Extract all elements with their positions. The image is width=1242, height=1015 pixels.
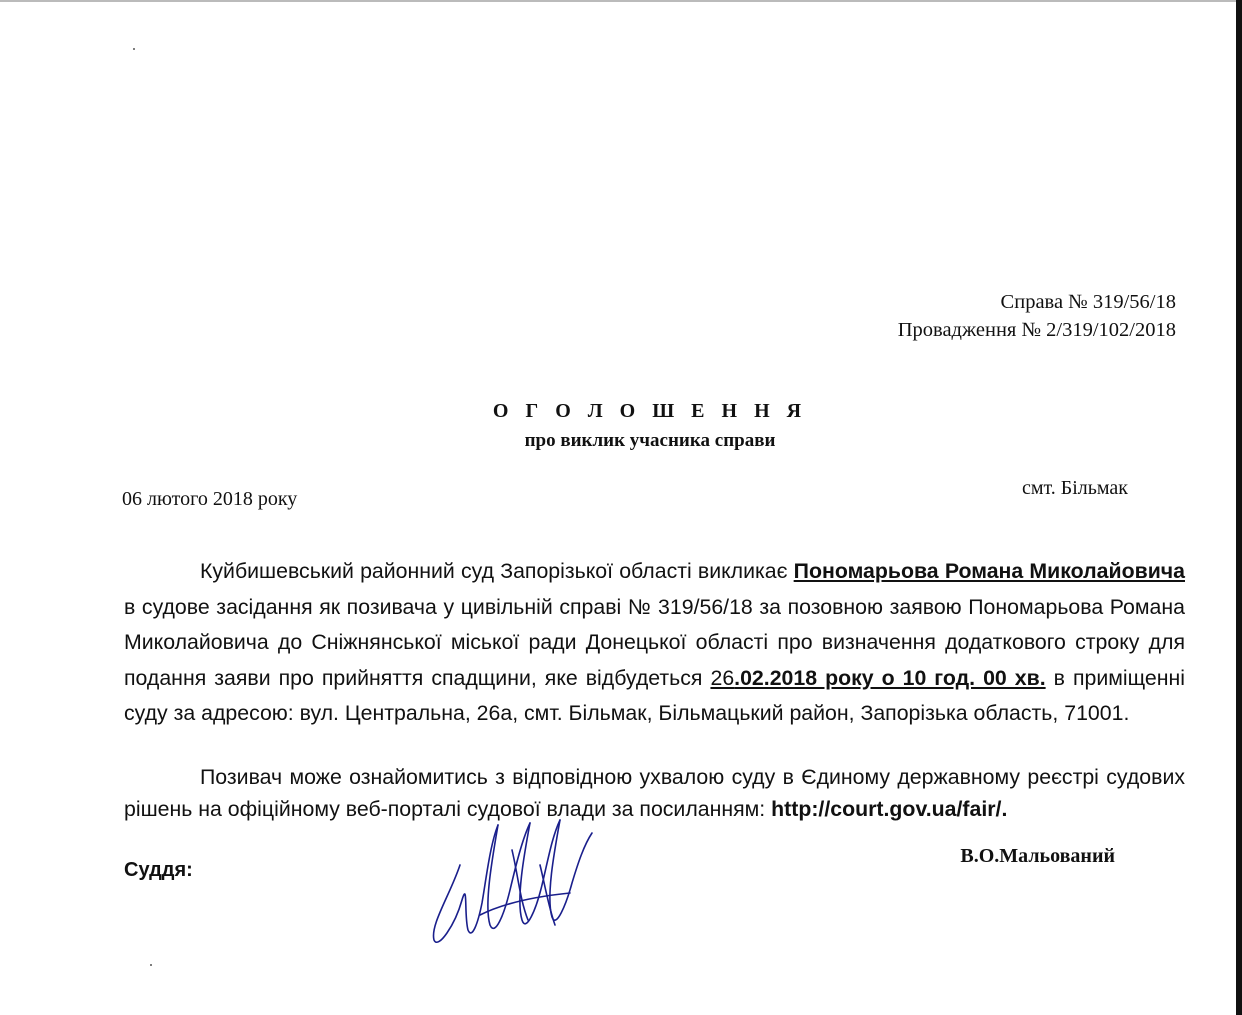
- hearing-datetime: .02.2018 року о 10 год. 00 хв.: [734, 665, 1046, 690]
- judge-label: Суддя:: [124, 859, 193, 881]
- scan-edge-top: [0, 0, 1242, 2]
- summoned-person: Пономарьова Романа Миколайовича: [793, 559, 1185, 583]
- paragraph-summons: [124, 554, 1185, 732]
- scan-edge-right: [1236, 0, 1242, 1015]
- case-reference-block: [898, 288, 1176, 344]
- signature-stroke: [550, 820, 592, 920]
- summons-middle: в судове засідання як позивача у цивільній справі № 319/56/18 за позовною заявою Пономарьова Романа Миколайовича до Сніжнянської міської ради Донецької області про визначення додаткового строку для подання заяви про прийняття спадщини, яке відбудеться: [124, 594, 1185, 690]
- document-subtitle: про виклик учасника справи: [524, 430, 776, 451]
- registry-text: Позивач може ознайомитись з відповідною ухвалою суду в Єдиному державному реєстрі судових рішень на офіційному веб-порталі судової влади за посиланням:: [124, 765, 1185, 821]
- judge-name: В.О.Мальований: [960, 845, 1115, 867]
- handwritten-signature: [420, 805, 610, 955]
- hearing-datetime-day: 26: [710, 665, 735, 690]
- paragraph-registry: [124, 761, 1185, 825]
- summons-intro: Куйбишевський районний суд Запорізької області викликає: [200, 559, 794, 583]
- scan-speck: [150, 964, 152, 966]
- document-date: 06 лютого 2018 року: [122, 488, 298, 510]
- scan-speck: [133, 48, 135, 50]
- document-title: О Г О Л О Ш Е Н Н Я: [492, 400, 808, 422]
- signature-stroke: [433, 825, 498, 942]
- proceeding-number: Провадження № 2/319/102/2018: [897, 319, 1176, 341]
- case-number: Справа № 319/56/18: [1000, 291, 1176, 313]
- signature-strokes: [433, 820, 592, 942]
- document-place: смт. Більмак: [1021, 477, 1128, 499]
- summons-end: в приміщенні суду за адресою: вул. Центральна, 26а, смт. Більмак, Більмацький район, Запорізька область, 71001.: [124, 665, 1185, 725]
- registry-link[interactable]: http://court.gov.ua/fair/.: [771, 797, 1008, 821]
